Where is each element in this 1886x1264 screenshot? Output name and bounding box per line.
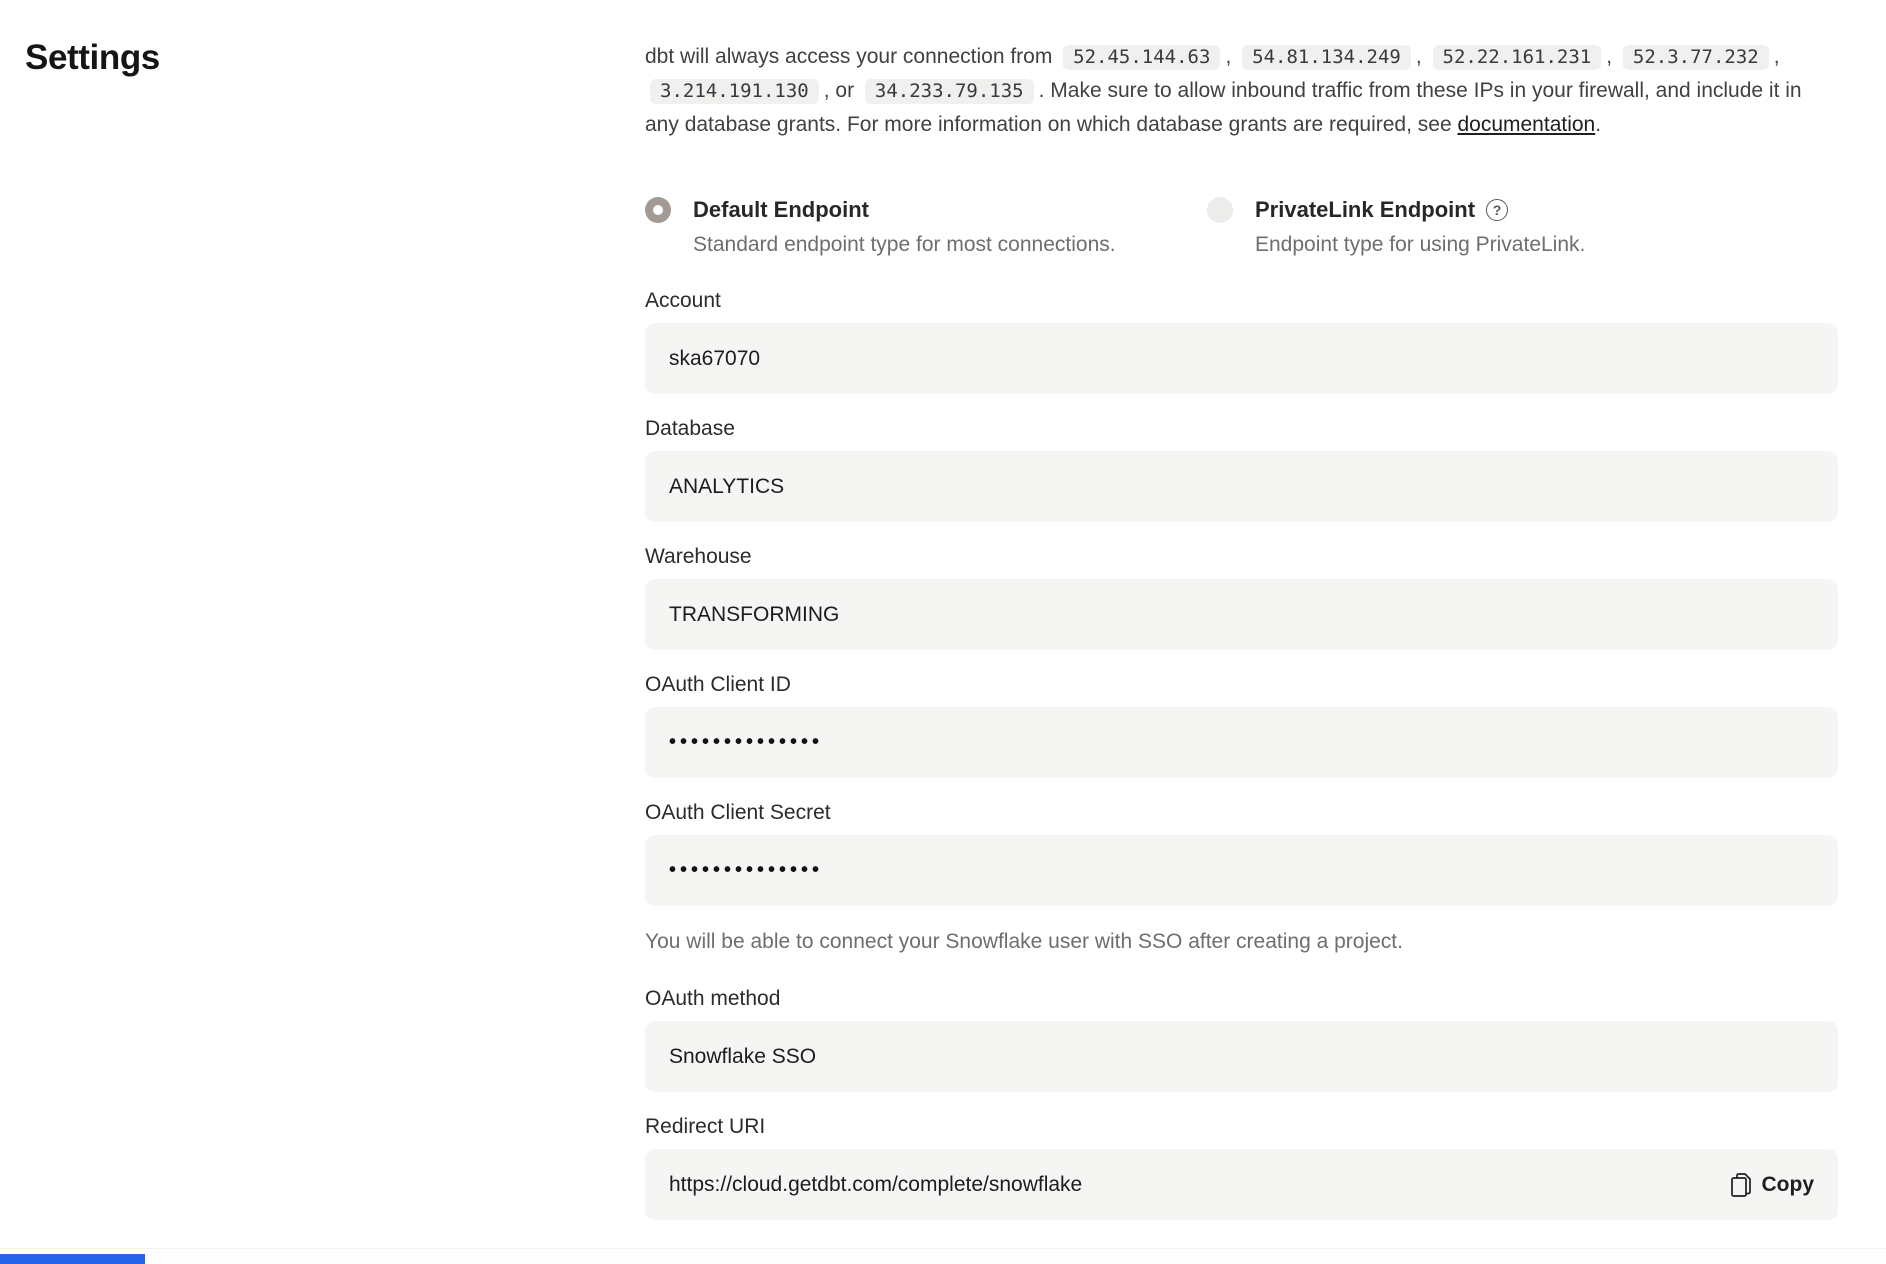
endpoint-option-label: [693, 196, 1116, 224]
radio-button-unselected-icon[interactable]: [1207, 197, 1233, 223]
radio-button-selected-icon[interactable]: [645, 197, 671, 223]
warehouse-label: Warehouse: [645, 545, 752, 568]
warehouse-input[interactable]: TRANSFORMING: [645, 579, 1838, 650]
oauth-client-id-label: OAuth Client ID: [645, 673, 791, 696]
endpoint-option-default[interactable]: [645, 196, 1207, 259]
separator: ,: [1225, 45, 1238, 68]
redirect-uri-value: https://cloud.getdbt.com/complete/snowflake: [669, 1172, 1083, 1196]
oauth-client-id-field: [645, 672, 1838, 778]
help-circle-icon[interactable]: ?: [1486, 199, 1508, 221]
endpoint-type-radio-group: [645, 196, 1838, 259]
sso-helper-text: You will be able to connect your Snowflake user with SSO after creating a project.: [645, 930, 1403, 953]
page-title: Settings: [25, 38, 160, 77]
oauth-client-secret-input[interactable]: [645, 835, 1838, 906]
database-field: [645, 416, 1838, 522]
warehouse-field: [645, 544, 1838, 650]
settings-content: [645, 40, 1838, 1242]
ip-chip: 3.214.191.130: [650, 79, 819, 104]
copy-label: Copy: [1761, 1172, 1814, 1196]
oauth-client-secret-label: OAuth Client Secret: [645, 801, 831, 824]
endpoint-option-privatelink[interactable]: [1207, 196, 1585, 259]
ip-chip: 34.233.79.135: [865, 79, 1034, 104]
oauth-method-label: OAuth method: [645, 987, 781, 1010]
ip-chip: 52.45.144.63: [1063, 45, 1220, 70]
intro-text-after: . Make sure to allow inbound traffic from these IPs in your firewall, and include it in any database grants. For more information on which database grants are required, see: [645, 79, 1802, 136]
redirect-uri-field: [645, 1114, 1838, 1220]
ip-chip: 52.22.161.231: [1433, 45, 1602, 70]
endpoint-option-text: [1255, 196, 1585, 259]
account-field: [645, 288, 1838, 394]
endpoint-option-description: Endpoint type for using PrivateLink.: [1255, 233, 1586, 256]
masked-password-value: ••••••••••••••: [669, 859, 824, 881]
endpoint-option-label: [1255, 196, 1585, 224]
endpoint-option-description: Standard endpoint type for most connections.: [693, 233, 1116, 256]
account-label: Account: [645, 289, 721, 312]
separator: , or: [823, 79, 860, 102]
database-label: Database: [645, 417, 735, 440]
documentation-link[interactable]: documentation: [1457, 113, 1596, 136]
ip-chip: 54.81.134.249: [1242, 45, 1411, 70]
endpoint-option-text: [693, 196, 1116, 259]
connection-form: [645, 288, 1838, 1220]
oauth-client-secret-field: [645, 800, 1838, 906]
bottom-edge-divider: [0, 1248, 1886, 1264]
account-input[interactable]: ska67070: [645, 323, 1838, 394]
ip-chip: 52.3.77.232: [1623, 45, 1769, 70]
redirect-uri-input[interactable]: [645, 1149, 1838, 1220]
masked-password-value: ••••••••••••••: [669, 731, 824, 753]
redirect-uri-label: Redirect URI: [645, 1115, 766, 1138]
sentence-end: .: [1595, 113, 1602, 136]
separator: ,: [1606, 45, 1618, 68]
ip-allowlist-note: [645, 40, 1838, 142]
separator: ,: [1773, 45, 1780, 68]
endpoint-option-label-text: PrivateLink Endpoint: [1255, 197, 1476, 222]
oauth-client-id-input[interactable]: [645, 707, 1838, 778]
copy-icon: [1731, 1173, 1752, 1197]
separator: ,: [1415, 45, 1428, 68]
oauth-method-field: [645, 986, 1838, 1092]
oauth-method-input[interactable]: Snowflake SSO: [645, 1021, 1838, 1092]
footer-accent-bar: [0, 1254, 145, 1264]
database-input[interactable]: ANALYTICS: [645, 451, 1838, 522]
endpoint-option-label-text: Default Endpoint: [693, 197, 869, 222]
copy-button[interactable]: [1731, 1173, 1815, 1197]
intro-text-before: dbt will always access your connection from: [645, 45, 1059, 68]
